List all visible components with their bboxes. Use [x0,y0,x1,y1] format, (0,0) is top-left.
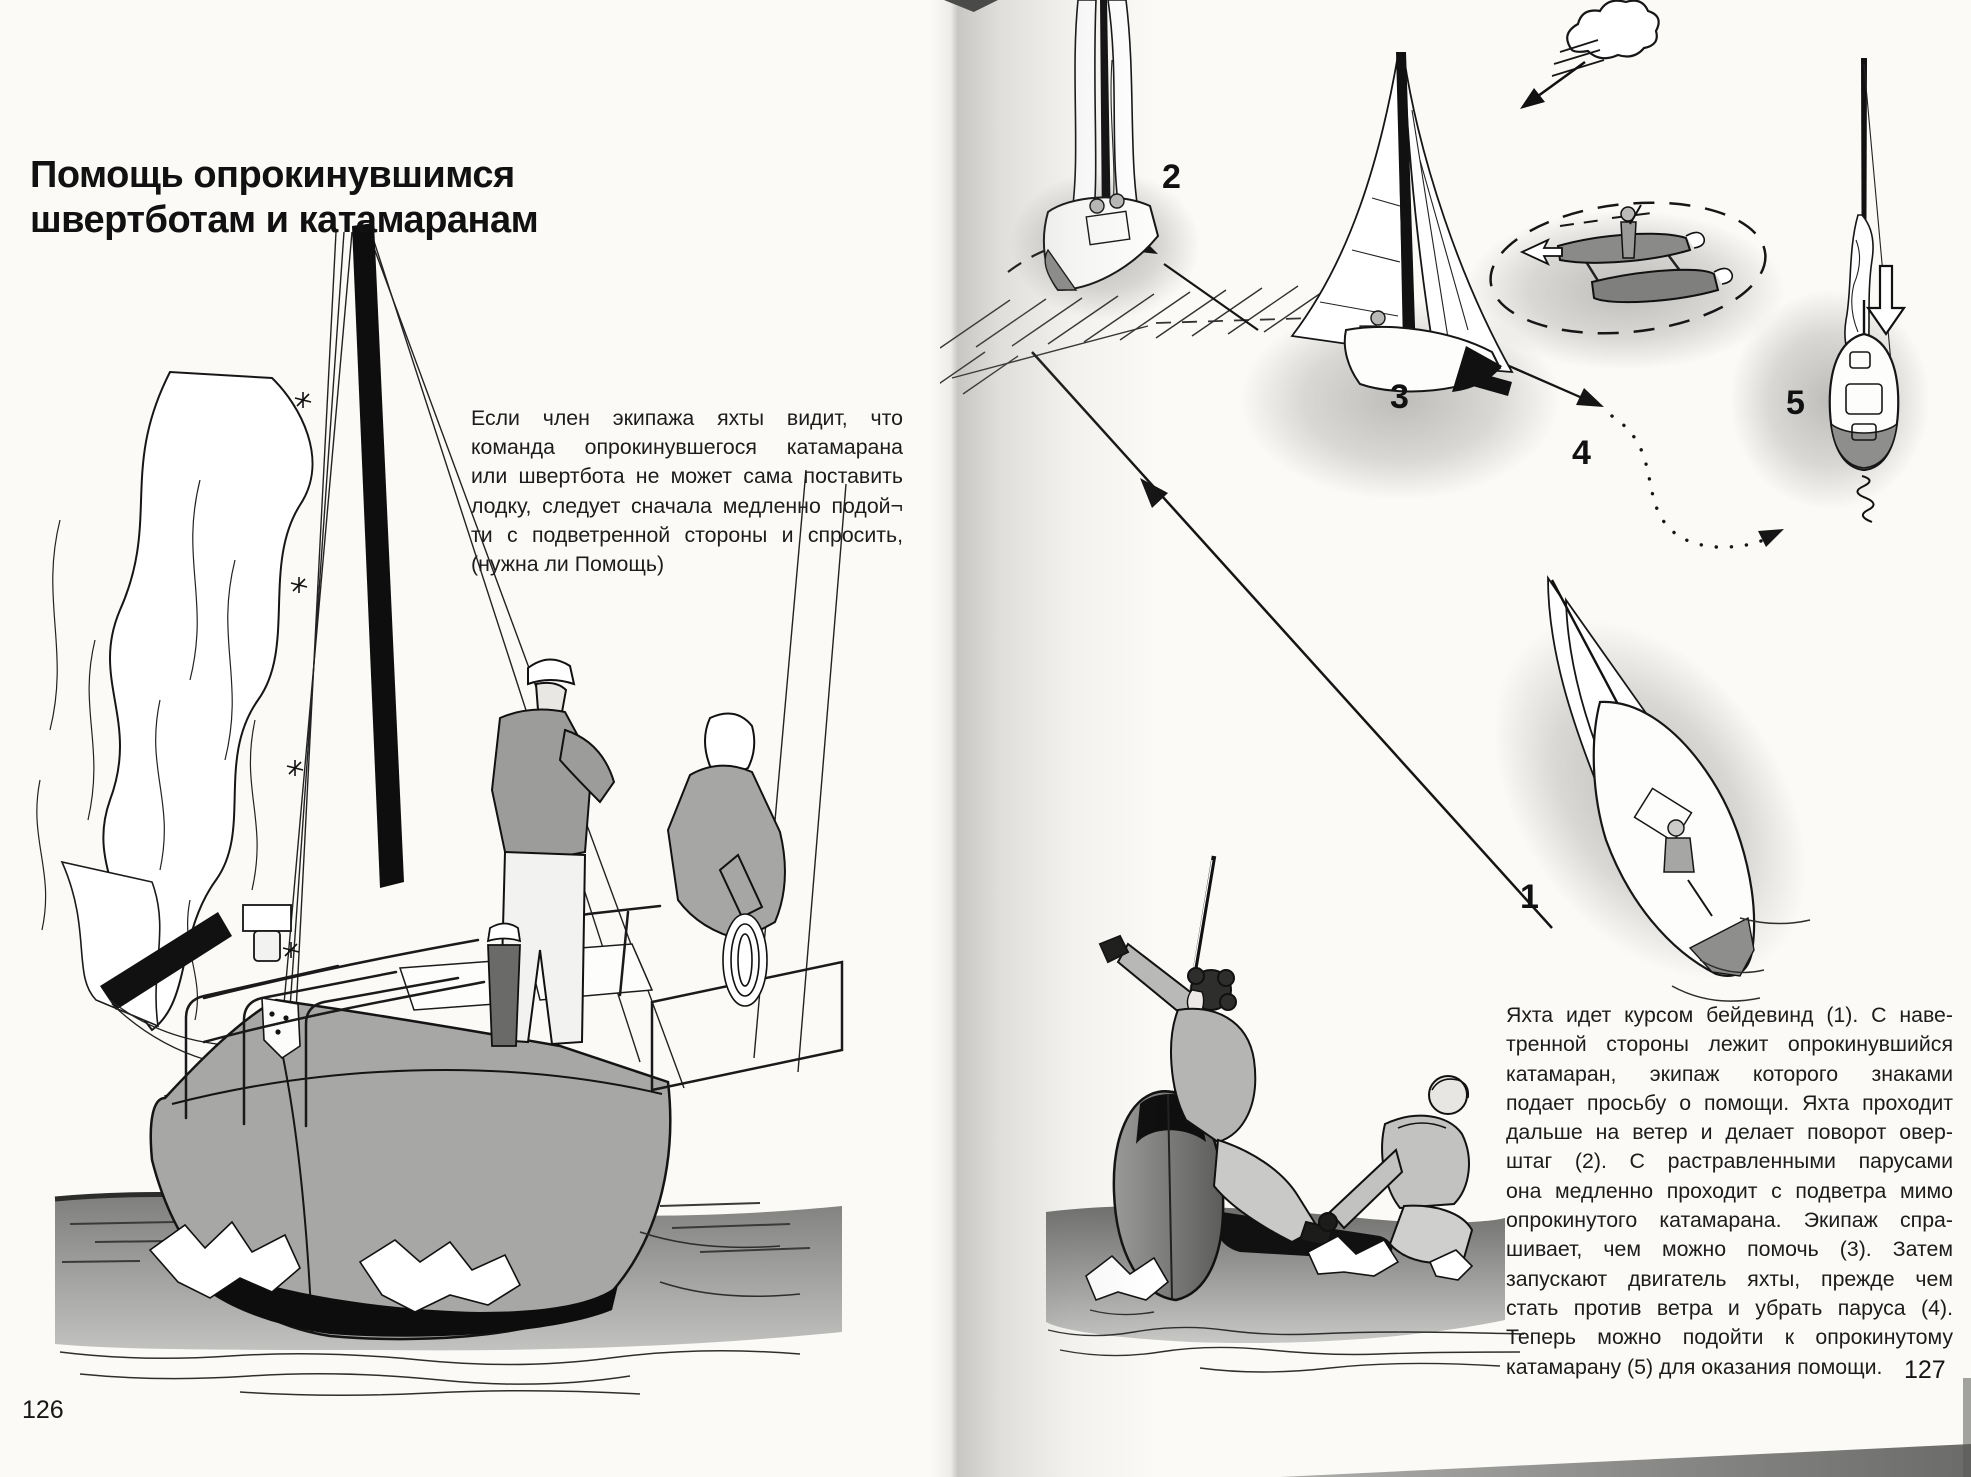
page-number-left: 126 [22,1396,64,1424]
label-boat-5: 5 [1786,384,1805,422]
left-paragraph-line: или швертбота не может сама поставить [471,464,903,489]
right-paragraph-line: катамаран, экипаж которого знаками [1506,1061,1953,1086]
left-paragraph-line: ти с подветренной стороны и спросить, [471,522,903,547]
right-paragraph [1506,1001,1953,1382]
right-paragraph-line: катамарану (5) для оказания помощи. [1506,1354,1883,1379]
label-path-4: 4 [1572,434,1591,472]
page-title-line1: Помощь опрокинувшимся [30,154,515,196]
page-title [30,153,538,243]
page-title-line2: швертботам и катамаранам [30,199,539,241]
mast-winch [243,905,291,961]
right-paragraph-line: стать против ветра и убрать паруса (4). [1506,1295,1953,1320]
right-paragraph-line: дальше на ветер и делает поворот овер- [1506,1120,1953,1145]
right-paragraph-line: она медленно проходит с подветра мимо [1506,1178,1953,1203]
left-paragraph-line: (нужна ли Помощь) [471,552,665,577]
boat-2 [1044,0,1158,290]
right-paragraph-line: подает просьбу о помощи. Яхта проходит [1506,1090,1953,1115]
label-boat-1: 1 [1520,878,1539,916]
wind-cloud-icon [1520,1,1659,109]
left-paragraph-line: лодку, следует сначала медленно подой¬ [471,493,903,518]
page-edge-strip [1963,1378,1971,1477]
right-paragraph-line: запускают двигатель яхты, прежде чем [1506,1266,1953,1291]
left-paragraph-line: Если член экипажа яхты видит, что [471,406,903,430]
label-boat-3: 3 [1390,378,1409,416]
right-paragraph-line: опрокинутого катамарана. Экипаж спра- [1506,1208,1953,1233]
right-paragraph-line: шивает, чем можно помочь (3). Затем [1506,1237,1953,1262]
capsized-dinghy-scene [1046,856,1524,1372]
left-paragraph [471,404,903,579]
right-paragraph-line: тренной стороны лежит опрокинувшийся [1506,1032,1953,1057]
left-paragraph-line: команда опрокинувшегося катамарана [471,435,903,460]
wind-arrow [1520,88,1545,109]
label-boat-2: 2 [1162,158,1181,196]
right-paragraph-line: штаг (2). С растравленными парусами [1506,1149,1953,1174]
right-paragraph-line: Теперь можно подойти к опрокинутому [1506,1325,1953,1350]
crew-figure-with-rope [668,714,785,1007]
right-paragraph-line: Яхта идет курсом бейдевинд (1). С наве- [1506,1003,1953,1027]
page-number-right: 127 [1904,1356,1946,1384]
